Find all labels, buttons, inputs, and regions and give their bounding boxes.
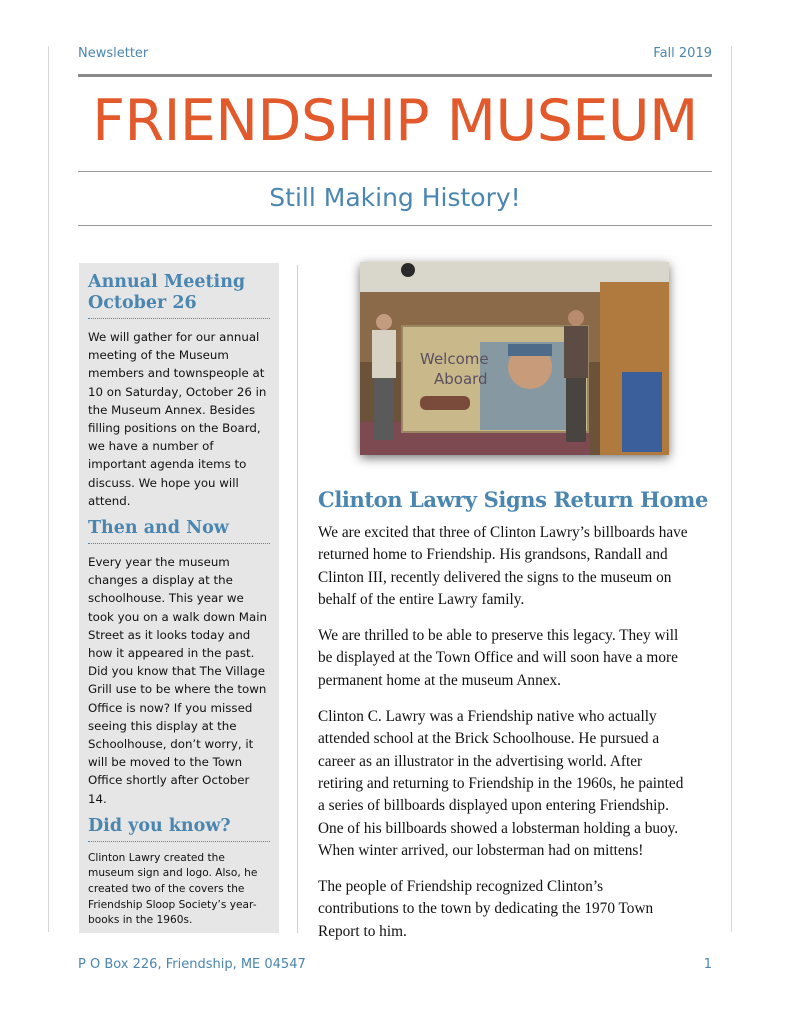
- masthead-subtitle: Still Making History!: [269, 183, 521, 212]
- billboard-photo: [360, 262, 669, 455]
- sidebar-text: Clinton Lawry created the museum sign and logo. Also, he created two of the covers the Friendship Sloop Society’s year- books in the 1960s.: [88, 851, 258, 927]
- sign-text-welcome: Welcome: [420, 350, 489, 368]
- footer-address: P O Box 226, Friendship, ME 04547: [78, 957, 306, 972]
- article-heading: Clinton Lawry Signs Return Home: [318, 487, 708, 512]
- sidebar-heading: Annual Meeting October 26: [88, 272, 270, 319]
- masthead-title: FRIENDSHIP MUSEUM: [92, 88, 698, 154]
- sign-text-aboard: Aboard: [434, 370, 488, 388]
- page-number: 1: [703, 957, 712, 972]
- header-issue: Fall 2019: [653, 46, 712, 61]
- article-paragraph: We are thrilled to be able to preserve this legacy. They will be displayed at the Town Office and will soon have a more permanent home at the museum Annex.: [318, 627, 679, 689]
- header-rule: [78, 74, 712, 77]
- article-body: [318, 522, 718, 957]
- article-paragraph: Clinton C. Lawry was a Friendship native who actually attended school at the Brick Schoolhouse. He pursued a career as an illustrator in the advertising world. After retiring and returning to Friendship in the 1960s, he painted a series of billboards displayed upon entering Friendship. One of his billboards showed a lobsterman holding a buoy. When winter arrived, our lobsterman had on mittens!: [318, 708, 684, 859]
- header-label: Newsletter: [78, 46, 149, 61]
- sidebar-heading: Then and Now: [88, 518, 270, 544]
- sidebar-heading: Did you know?: [88, 816, 270, 842]
- article-paragraph: The people of Friendship recognized Clinton’s contributions to the town by dedicating the 1970 Town Report to him.: [318, 878, 654, 940]
- sidebar: [79, 263, 279, 933]
- title-rule: [78, 171, 712, 172]
- article-paragraph: We are excited that three of Clinton Lawry’s billboards have returned home to Friendship. His grandsons, Randall and Clinton III, recently delivered the signs to the museum on behalf of the entire Lawry family.: [318, 524, 688, 608]
- page-edge-right: [731, 46, 732, 932]
- subtitle-rule: [78, 225, 712, 226]
- column-divider: [297, 265, 298, 933]
- photo-illustration: [360, 262, 669, 455]
- page-edge-left: [48, 46, 49, 932]
- sidebar-text: We will gather for our annual meeting of the Museum members and townspeople at 10 on Saturday, October 26 in the Museum Annex. Besides filling positions on the Board, we have a number of important agenda items to discuss. We hope you will attend.: [88, 330, 267, 508]
- sidebar-text: Every year the museum changes a display at the schoolhouse. This year we took you on a walk down Main Street as it looks today and how it appeared in the past. Did you know that The Village Grill use to be where the town Office is now? If you missed seeing this display at the Schoolhouse, don’t worry, it will be moved to the Town Office shortly after October 14.: [88, 555, 267, 806]
